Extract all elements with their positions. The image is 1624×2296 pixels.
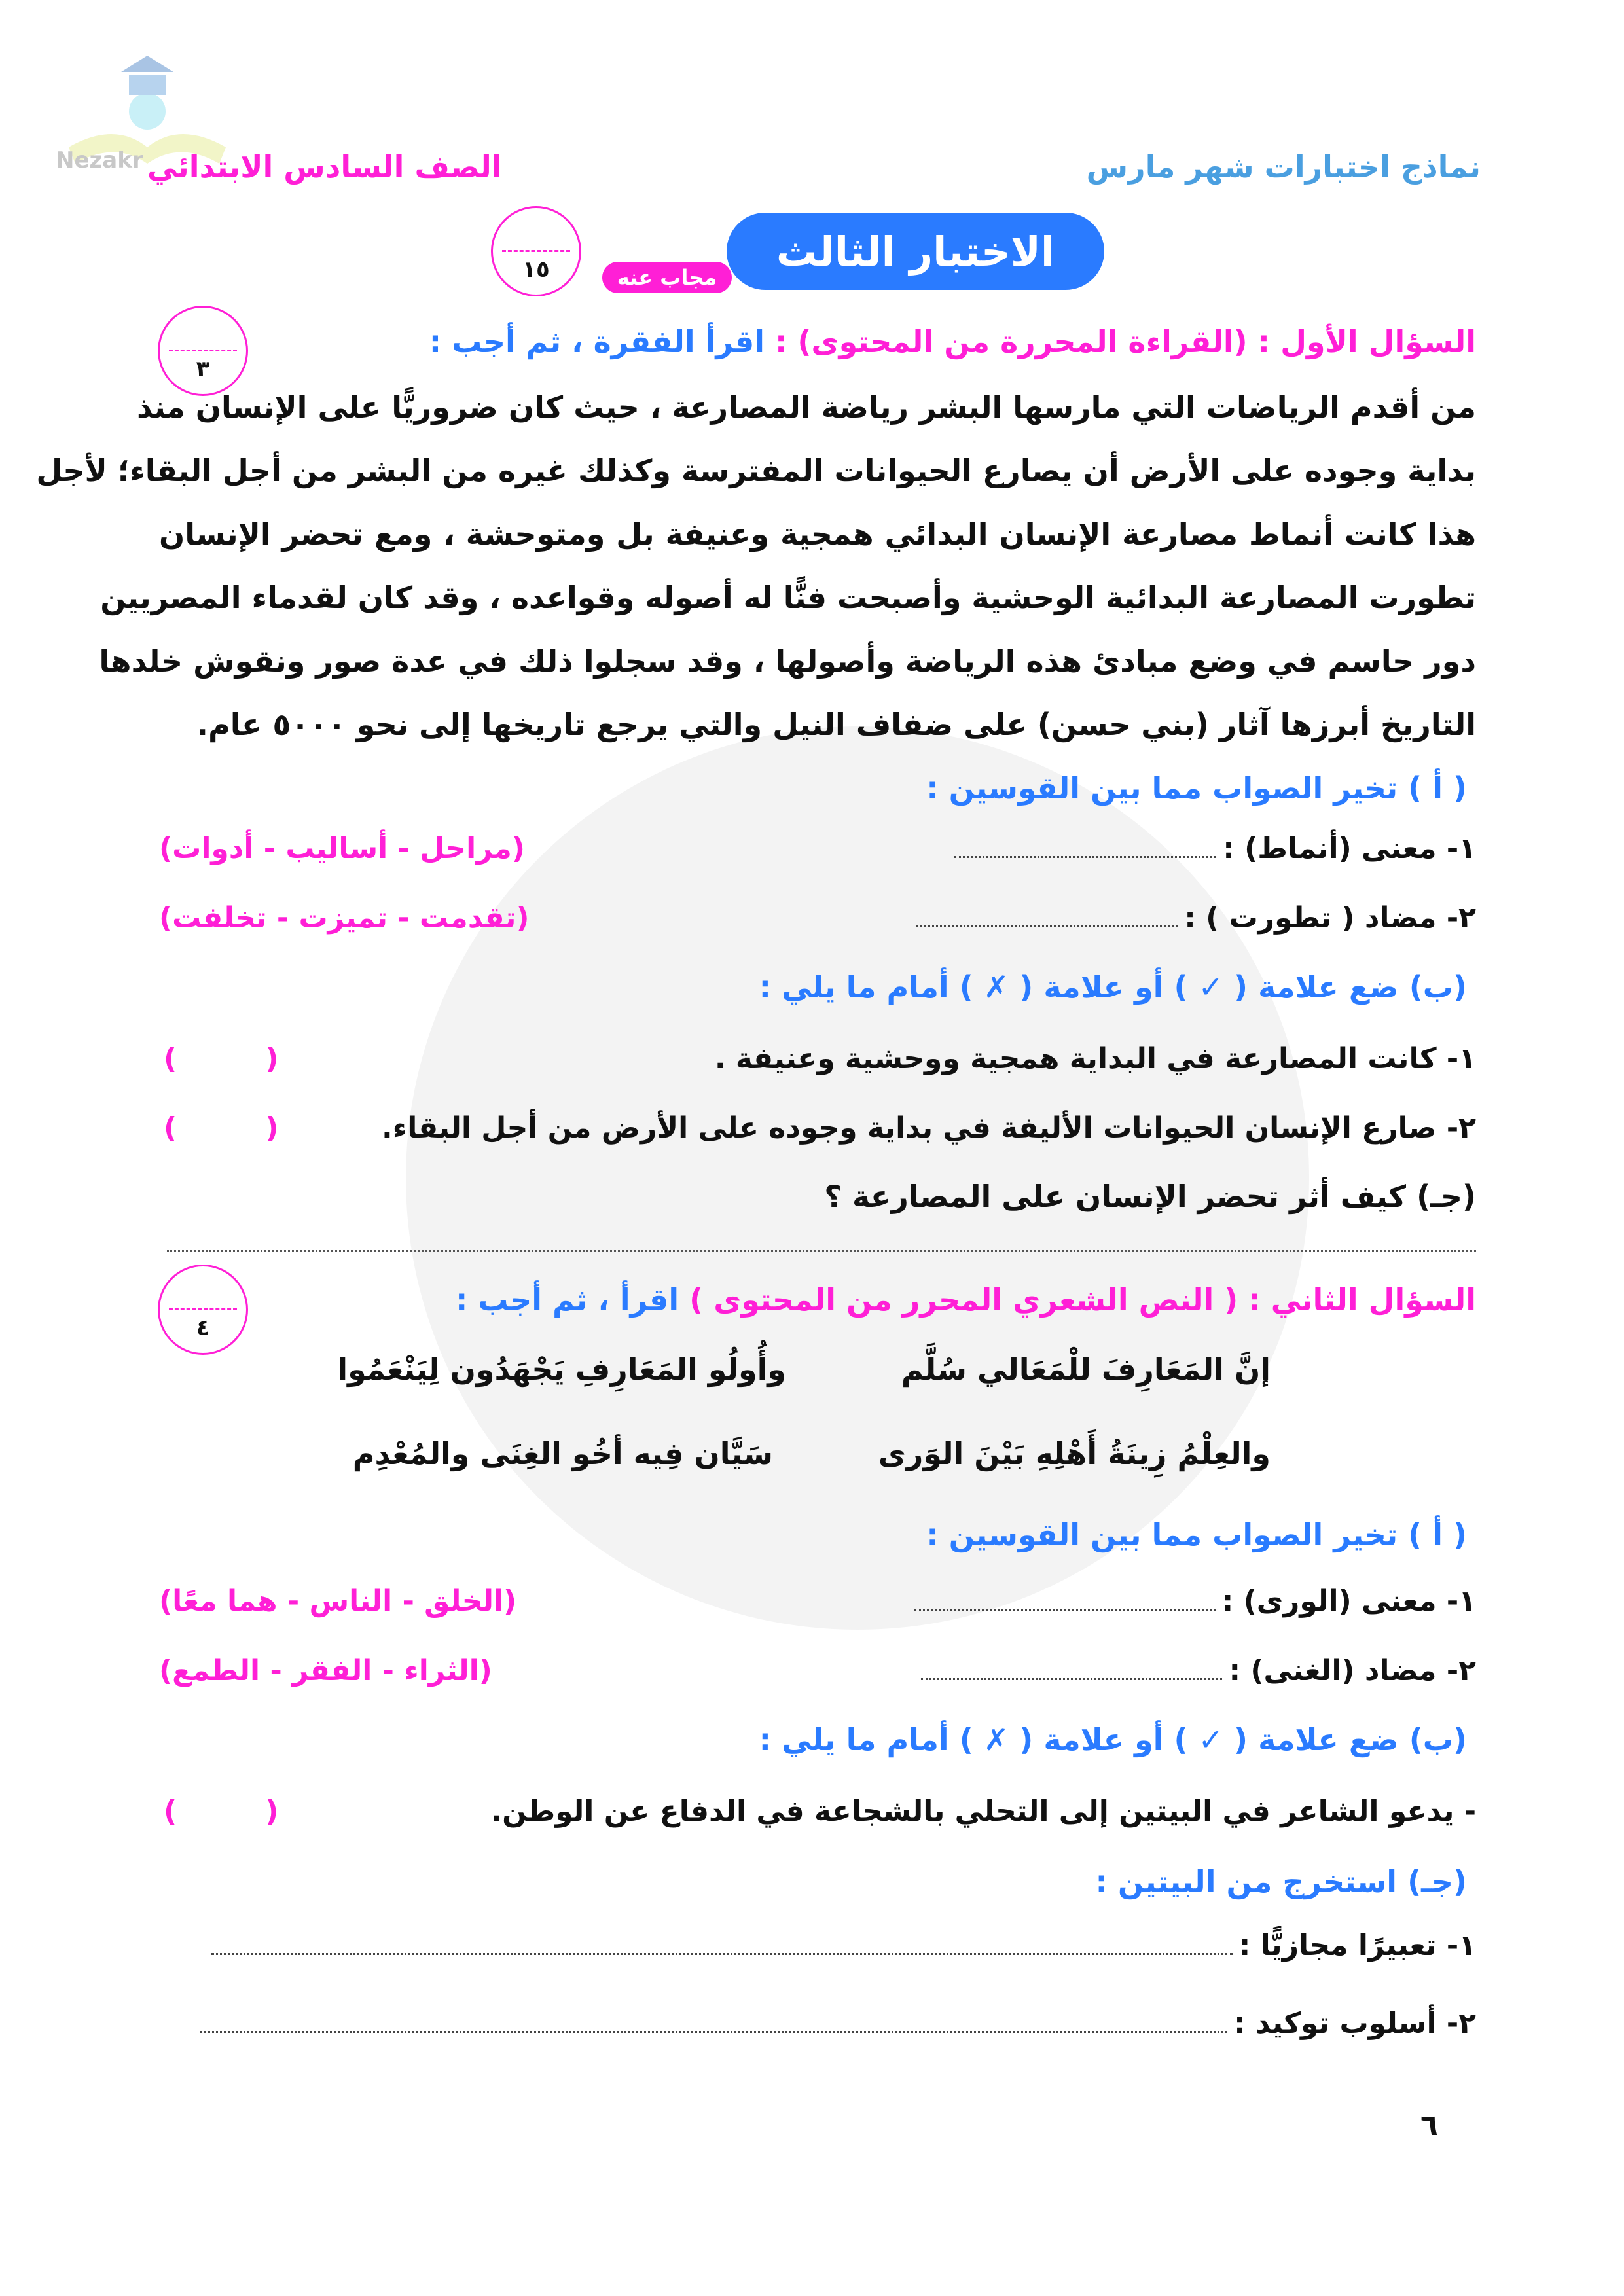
paragraph-line: هذا كانت أنماط مصارعة الإنسان البدائي همجية وعنيفة بل ومتوحشة ، ومع تحضر الإنسان: [159, 516, 1476, 552]
q2-c-item-2: [193, 2007, 1476, 2040]
grade-label: الصف السادس الابتدائي: [147, 149, 502, 185]
q2-instruction: اقرأ ، ثم أجب :: [455, 1282, 679, 1318]
q1-title: السؤال الأول : (القراءة المحررة من المحتوى) :: [774, 324, 1476, 359]
answer-blank[interactable]: [200, 2031, 1227, 2033]
q2-part-c-title: (جـ) استخرج من البيتين :: [1095, 1864, 1467, 1899]
answer-blank[interactable]: [914, 1609, 1216, 1611]
q1-marks-circle: [158, 306, 248, 396]
series-title: نماذج اختبارات شهر مارس: [1086, 149, 1481, 185]
q2-a-item-1: [908, 1585, 1476, 1618]
q2-c-item-1: [205, 1929, 1476, 1962]
item-label: ١- تعبيرًا مجازيًّا :: [1238, 1929, 1476, 1962]
item-label: ١- معنى (أنماط) :: [1223, 832, 1476, 865]
q2-a-item-2: [914, 1654, 1476, 1687]
q1-b-statement-2: ٢- صارع الإنسان الحيوانات الأليفة في بداية وجوده على الأرض من أجل البقاء.: [382, 1111, 1476, 1145]
answer-bracket[interactable]: ( ): [164, 1042, 318, 1075]
verse-2-first-hemistich: والعِلْمُ زِينَةُ أَهْلِهِ بَيْنَ الوَرى: [878, 1436, 1271, 1471]
item-label: ١- معنى (الورى) :: [1221, 1585, 1476, 1618]
item-label: ٢- مضاد (الغنى) :: [1229, 1654, 1476, 1687]
q2-a-choices-2: (الثراء - الفقر - الطمع): [159, 1654, 492, 1687]
section-divider: [167, 1250, 1476, 1252]
q1-part-a-title: ( أ ) تخير الصواب مما بين القوسين :: [926, 770, 1467, 806]
paragraph-line: تطورت المصارعة البدائية الوحشية وأصبحت فنًّا له أصوله وقواعده ، وقد كان لقدماء المصريين: [100, 580, 1476, 615]
verse-2-second-hemistich: سَيَّان فِيه أخُو الغِنَى والمُعْدِم: [352, 1436, 773, 1471]
answer-blank[interactable]: [954, 856, 1216, 858]
q1-a-choices-1: (مراحل - أساليب - أدوات): [159, 832, 525, 865]
answered-badge-label: مجاب عنه: [617, 265, 717, 290]
answer-blank[interactable]: [211, 1953, 1233, 1955]
paragraph-line: بداية وجوده على الأرض أن يصارع الحيوانات المفترسة وكذلك غيره من البشر من أجل البقاء؛ لأجل: [36, 453, 1476, 488]
answer-blank[interactable]: [916, 925, 1178, 927]
q1-heading: [429, 324, 1476, 359]
item-label: ٢- أسلوب توكيد :: [1234, 2007, 1476, 2040]
q2-part-a-title: ( أ ) تخير الصواب مما بين القوسين :: [926, 1517, 1467, 1552]
answered-badge: [602, 262, 732, 293]
verse-1-first-hemistich: إنَّ المَعَارِفَ للْمَعَالي سُلَّم: [901, 1352, 1271, 1387]
q1-a-item-2: [909, 901, 1476, 935]
paragraph-line: التاريخ أبرزها آثار (بني حسن) على ضفاف النيل والتي يرجع تاريخها إلى نحو ٥٠٠٠ عام.: [196, 707, 1476, 742]
total-marks: ١٥: [522, 257, 550, 283]
answer-bracket[interactable]: ( ): [164, 1111, 318, 1145]
exam-title-pill: [727, 213, 1104, 290]
q2-part-b-title: (ب) ضع علامة ( ✓ ) أو علامة ( ✗ ) أمام ما يلي :: [759, 1722, 1467, 1757]
q2-marks: ٤: [196, 1315, 210, 1341]
q2-a-choices-1: (الخلق - الناس - هما معًا): [159, 1585, 517, 1618]
q2-b-statement-1: - يدعو الشاعر في البيتين إلى التحلي بالشجاعة في الدفاع عن الوطن.: [491, 1795, 1476, 1828]
q1-part-b-title: (ب) ضع علامة ( ✓ ) أو علامة ( ✗ ) أمام ما يلي :: [759, 969, 1467, 1005]
item-label: ٢- مضاد ( تطورت ) :: [1184, 901, 1476, 935]
exam-title: الاختبار الثالث: [776, 227, 1055, 276]
q1-a-choices-2: (تقدمت - تميزت - تخلفت): [159, 901, 530, 935]
q1-instruction: اقرأ الفقرة ، ثم أجب :: [429, 324, 765, 359]
paragraph-line: دور حاسم في وضع مبادئ هذه الرياضة وأصولها ، وقد سجلوا ذلك في عدة صور ونقوش خلدها: [99, 643, 1476, 679]
q1-part-c-title: (جـ) كيف أثر تحضر الإنسان على المصارعة ؟: [824, 1179, 1476, 1214]
total-marks-circle: [491, 206, 581, 296]
q1-b-statement-1: ١- كانت المصارعة في البداية همجية ووحشية وعنيفة .: [714, 1042, 1476, 1075]
verse-1-second-hemistich: وأُولُو المَعَارِفِ يَجْهَدُون لِيَنْعَمُوا: [337, 1352, 786, 1387]
paragraph-line: من أقدم الرياضات التي مارسها البشر رياضة المصارعة ، حيث كان ضروريًّا على الإنسان منذ: [136, 389, 1476, 425]
q1-marks: ٣: [196, 356, 210, 382]
logo-text: Nezakr: [56, 147, 143, 173]
q2-heading: [456, 1282, 1476, 1318]
page-number: ٦: [1420, 2109, 1438, 2142]
q1-a-item-1: [948, 832, 1476, 865]
answer-bracket[interactable]: ( ): [164, 1795, 318, 1828]
q2-title: السؤال الثاني : ( النص الشعري المحرر من المحتوى ): [689, 1282, 1476, 1318]
answer-blank[interactable]: [921, 1678, 1222, 1680]
q2-marks-circle: [158, 1265, 248, 1355]
